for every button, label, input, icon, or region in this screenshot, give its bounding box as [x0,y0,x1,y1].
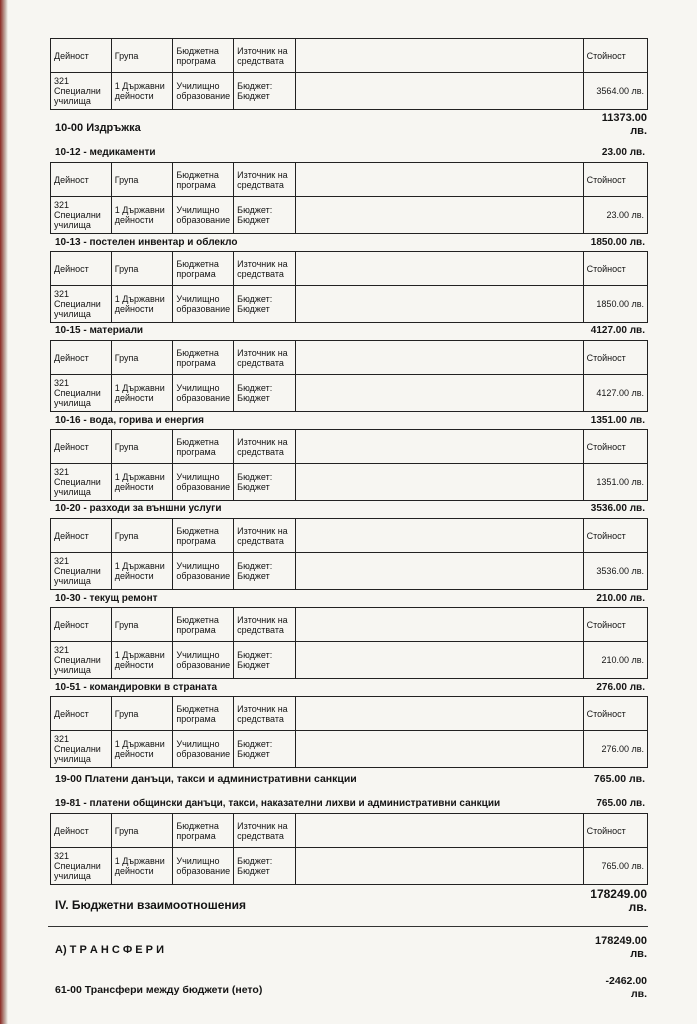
header-activity: Дейност [51,519,112,553]
table-header-row [51,697,648,731]
maintenance-amount: 11373.00 лв. [601,112,647,137]
cell-activity: 321 Специални училища [51,464,112,501]
cell-activity: 321 Специални училища [51,286,112,323]
cell-activity: 321 Специални училища [51,731,112,768]
table-header-row [51,252,648,286]
section-amount: 1850.00 лв. [590,237,645,248]
municipal-taxes-heading [55,798,645,809]
cell-blank [295,848,583,885]
cell-blank [295,375,583,412]
section-heading [55,415,645,426]
cell-blank [295,197,583,234]
section-heading [55,237,645,248]
cell-value: 1351.00 лв. [583,464,647,501]
header-group: Група [111,341,173,375]
page-edge-shadow [0,0,8,1024]
table-header-row [51,430,648,464]
cell-program: Училищно образование [173,197,234,234]
cell-value: 765.00 лв. [583,848,647,885]
cell-value: 3564.00 лв. [583,73,647,110]
header-group: Група [111,608,173,642]
cell-activity: 321 Специални училища [51,73,112,110]
cell-blank [295,73,583,110]
header-activity: Дейност [51,608,112,642]
cell-program: Училищно образование [173,731,234,768]
cell-program: Училищно образование [173,553,234,590]
header-program: Бюджетна програма [173,519,234,553]
header-program: Бюджетна програма [173,697,234,731]
maintenance-heading [55,112,647,140]
section-heading [55,147,645,158]
transfers-heading [55,935,647,963]
cell-value: 210.00 лв. [583,642,647,679]
header-value: Стойност [583,341,647,375]
cell-blank [295,731,583,768]
header-group: Група [111,519,173,553]
table-row [51,848,648,885]
section-heading [55,503,645,514]
section-label: 10-12 - медикаменти [55,147,156,158]
transfers-label: А) Т Р А Н С Ф Е Р И [55,944,164,956]
cell-program: Училищно образование [173,73,234,110]
cell-group: 1 Държавни дейности [111,375,173,412]
header-blank [295,163,583,197]
cell-group: 1 Държавни дейности [111,286,173,323]
header-blank [295,697,583,731]
divider [48,926,648,927]
cell-value: 276.00 лв. [583,731,647,768]
cell-source: Бюджет: Бюджет [234,464,296,501]
cell-group: 1 Държавни дейности [111,642,173,679]
cell-blank [295,553,583,590]
section-label: 10-30 - текущ ремонт [55,593,158,604]
header-group: Група [111,814,173,848]
cell-source: Бюджет: Бюджет [234,375,296,412]
budget-table [50,696,648,768]
budget-table [50,429,648,501]
header-activity: Дейност [51,163,112,197]
budget-table [50,813,648,885]
header-value: Стойност [583,814,647,848]
cell-blank [295,642,583,679]
section-amount: 1351.00 лв. [590,415,645,426]
cell-group: 1 Държавни дейности [111,848,173,885]
header-source: Източник на средствата [234,814,296,848]
interbudget-transfers-amount: -2462.00 лв. [605,975,647,1000]
header-value: Стойност [583,163,647,197]
table-header-row [51,608,648,642]
taxes-heading [55,773,645,785]
interbudget-transfers-label: 61-00 Трансфери между бюджети (нето) [55,984,263,996]
section-heading [55,682,645,693]
header-blank [295,814,583,848]
cell-group: 1 Държавни дейности [111,553,173,590]
cell-group: 1 Държавни дейности [111,197,173,234]
header-source: Източник на средствата [234,430,296,464]
cell-activity: 321 Специални училища [51,553,112,590]
section-label: 10-16 - вода, горива и енергия [55,415,205,426]
cell-source: Бюджет: Бюджет [234,73,296,110]
header-value: Стойност [583,252,647,286]
municipal-taxes-amount: 765.00 лв. [596,798,645,809]
cell-program: Училищно образование [173,286,234,323]
header-value: Стойност [583,608,647,642]
section-label: 10-51 - командировки в страната [55,682,218,693]
taxes-amount: 765.00 лв. [593,773,645,785]
table-header-row [51,39,648,73]
cell-blank [295,286,583,323]
header-value: Стойност [583,430,647,464]
cell-activity: 321 Специални училища [51,375,112,412]
cell-group: 1 Държавни дейности [111,464,173,501]
header-source: Източник на средствата [234,519,296,553]
header-program: Бюджетна програма [173,608,234,642]
header-source: Източник на средствата [234,341,296,375]
budget-table [50,162,648,234]
section-heading [55,325,645,336]
section-heading [55,593,645,604]
table-header-row [51,341,648,375]
budget-table [50,607,648,679]
table-row [51,286,648,323]
header-activity: Дейност [51,814,112,848]
header-program: Бюджетна програма [173,163,234,197]
header-source: Източник на средствата [234,608,296,642]
header-group: Група [111,39,173,73]
table-row [51,642,648,679]
cell-program: Училищно образование [173,375,234,412]
table-row [51,73,648,110]
header-program: Бюджетна програма [173,341,234,375]
cell-value: 23.00 лв. [583,197,647,234]
header-value: Стойност [583,39,647,73]
budget-relations-heading [55,888,647,918]
header-blank [295,519,583,553]
header-program: Бюджетна програма [173,430,234,464]
budget-relations-amount: 178249.00 лв. [590,887,647,914]
section-amount: 3536.00 лв. [590,503,645,514]
cell-blank [295,464,583,501]
header-value: Стойност [583,697,647,731]
header-source: Източник на средствата [234,252,296,286]
header-program: Бюджетна програма [173,814,234,848]
budget-table [50,251,648,323]
header-value: Стойност [583,519,647,553]
section-amount: 23.00 лв. [601,147,645,158]
cell-program: Училищно образование [173,848,234,885]
header-source: Източник на средствата [234,39,296,73]
header-activity: Дейност [51,697,112,731]
header-program: Бюджетна програма [173,252,234,286]
header-blank [295,252,583,286]
header-blank [295,608,583,642]
header-group: Група [111,430,173,464]
section-amount: 210.00 лв. [596,593,645,604]
cell-source: Бюджет: Бюджет [234,553,296,590]
cell-source: Бюджет: Бюджет [234,731,296,768]
header-blank [295,430,583,464]
table-row [51,553,648,590]
header-group: Група [111,163,173,197]
budget-table [50,518,648,590]
taxes-label: 19-00 Платени данъци, такси и административни санкции [55,773,357,785]
cell-program: Училищно образование [173,642,234,679]
table-header-row [51,814,648,848]
cell-source: Бюджет: Бюджет [234,197,296,234]
cell-value: 3536.00 лв. [583,553,647,590]
header-activity: Дейност [51,39,112,73]
cell-source: Бюджет: Бюджет [234,642,296,679]
header-source: Източник на средствата [234,163,296,197]
table-row [51,464,648,501]
cell-value: 4127.00 лв. [583,375,647,412]
maintenance-label: 10-00 Издръжка [55,122,141,134]
budget-table-top [50,38,648,110]
municipal-taxes-label: 19-81 - платени общински данъци, такси, наказателни лихви и административни санкции [55,798,501,809]
cell-source: Бюджет: Бюджет [234,286,296,323]
section-amount: 4127.00 лв. [590,325,645,336]
section-label: 10-20 - разходи за външни услуги [55,503,222,514]
header-activity: Дейност [51,341,112,375]
budget-table [50,340,648,412]
cell-activity: 321 Специални училища [51,642,112,679]
table-header-row [51,163,648,197]
header-group: Група [111,252,173,286]
header-program: Бюджетна програма [173,39,234,73]
cell-source: Бюджет: Бюджет [234,848,296,885]
budget-relations-label: IV. Бюджетни взаимоотношения [55,898,247,912]
cell-activity: 321 Специални училища [51,197,112,234]
table-row [51,375,648,412]
cell-group: 1 Държавни дейности [111,731,173,768]
cell-program: Училищно образование [173,464,234,501]
header-group: Група [111,697,173,731]
header-blank [295,39,583,73]
header-activity: Дейност [51,252,112,286]
cell-group: 1 Държавни дейности [111,73,173,110]
table-row [51,731,648,768]
interbudget-transfers-heading [55,975,647,1003]
transfers-amount: 178249.00 лв. [595,935,647,960]
header-blank [295,341,583,375]
cell-value: 1850.00 лв. [583,286,647,323]
table-header-row [51,519,648,553]
table-row [51,197,648,234]
header-activity: Дейност [51,430,112,464]
cell-activity: 321 Специални училища [51,848,112,885]
header-source: Източник на средствата [234,697,296,731]
section-label: 10-15 - материали [55,325,144,336]
section-label: 10-13 - постелен инвентар и облекло [55,237,238,248]
section-amount: 276.00 лв. [596,682,645,693]
